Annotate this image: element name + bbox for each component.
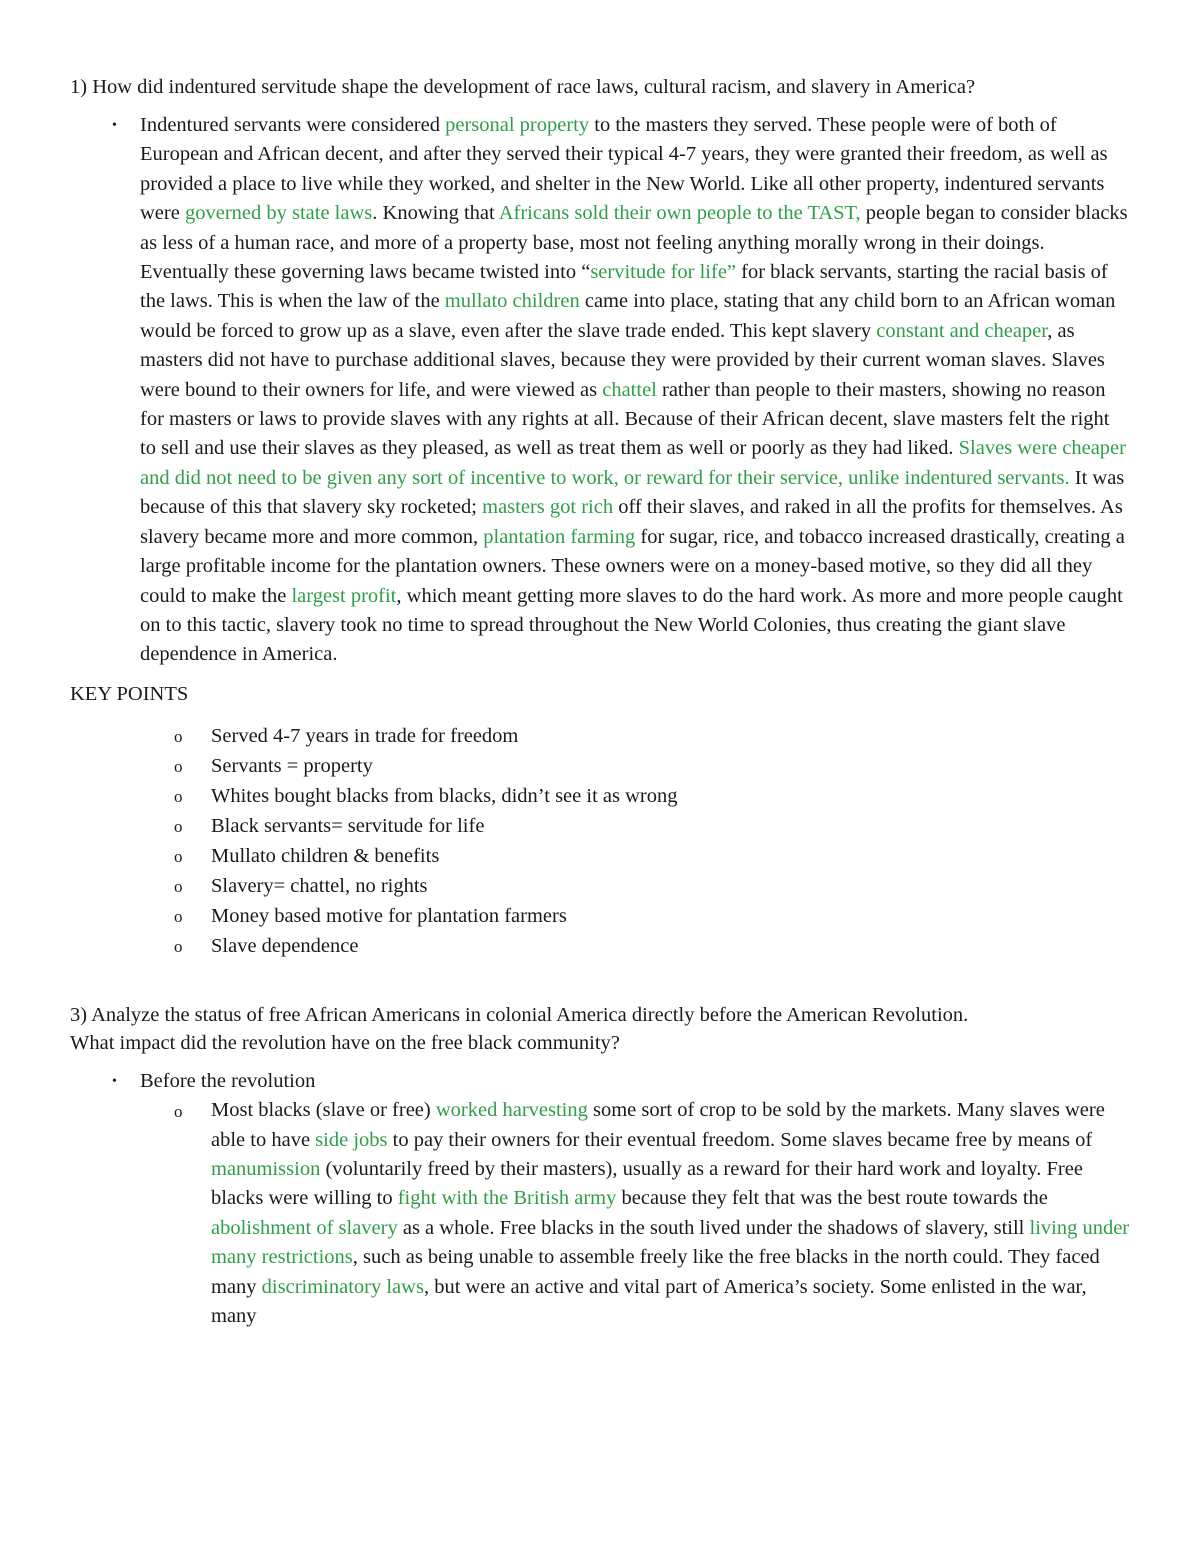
- highlighted-phrase: fight with the British army: [397, 1187, 617, 1210]
- answer-3-bullet: [112, 1067, 1130, 1096]
- answer-3-bullet-label: Before the revolution: [140, 1069, 316, 1092]
- highlighted-phrase: abolishment of slavery: [211, 1216, 398, 1239]
- answer-3-paragraph: [174, 1096, 1136, 1331]
- highlighted-phrase: chattel: [602, 378, 657, 401]
- text-run: rather than people to their masters, showing no reason for masters or laws to provide slaves with any rights at all. Because of their African decent, slave masters felt the right to sell and use their slaves as they pleased, as well as treat them as well or poorly as they had liked.: [140, 378, 1110, 460]
- text-run: (voluntarily freed by their masters), usually as a reward for their hard work and loyalty. Free blacks were willing to: [211, 1157, 1083, 1210]
- highlighted-phrase: Slaves were cheaper and did not need to be given any sort of incentive to work, or reward for their service, unlike indentured servants.: [140, 437, 1126, 489]
- highlighted-phrase: worked harvesting: [435, 1099, 588, 1122]
- text-run: came into place, stating that any child born to an African woman would be forced to grow up as a slave, even after the slave trade ended. This kept slavery: [140, 290, 1116, 342]
- sub-bullet-icon: o: [174, 906, 183, 926]
- highlighted-phrase: constant and cheaper: [876, 319, 1048, 342]
- answer-3-list: [0, 1067, 1200, 1096]
- answer-1-list: [0, 111, 1200, 670]
- highlighted-phrase: living under many restrictions: [211, 1216, 1130, 1269]
- text-run: as a whole. Free blacks in the south lived under the shadows of slavery, still: [397, 1216, 1030, 1239]
- text-run: people began to consider blacks as less of a human race, and more of a property base, most not feeling anything morally wrong in their doings. Eventually these governing laws became twisted into “: [140, 202, 1128, 284]
- highlighted-phrase: side jobs: [315, 1128, 388, 1151]
- text-run: . Knowing that: [372, 202, 499, 225]
- sub-bullet-icon: o: [174, 876, 183, 896]
- text-run: some sort of crop to be sold by the markets. Many slaves were able to have: [211, 1099, 1105, 1151]
- text-run: Indentured servants were considered: [140, 114, 446, 136]
- highlighted-phrase: governed by state laws: [184, 202, 373, 225]
- key-point-item: [174, 871, 1200, 901]
- highlighted-phrase: manumission: [211, 1157, 321, 1180]
- sub-bullet-icon: o: [174, 1102, 183, 1122]
- answer-1-text: [140, 114, 1128, 665]
- sub-bullet-icon: o: [174, 846, 183, 866]
- text-run: for sugar, rice, and tobacco increased drastically, creating a large profitable income for the plantation owners. These owners were on a money-based motive, so they did all they could to make the: [140, 525, 1125, 607]
- key-point-item: [174, 931, 1200, 961]
- highlighted-phrase: Africans sold their own people to the TAST,: [498, 202, 861, 225]
- key-point-text: Served 4-7 years in trade for freedom: [211, 724, 519, 747]
- text-run: Most blacks (slave or free): [211, 1099, 436, 1122]
- key-points-heading: KEY POINTS: [70, 682, 189, 705]
- question-1: 1) How did indentured servitude shape the development of race laws, cultural racism, and slavery in America?: [70, 76, 976, 98]
- sub-bullet-icon: o: [174, 726, 183, 746]
- answer-1-paragraph: [112, 111, 1130, 670]
- key-point-text: Whites bought blacks from blacks, didn’t see it as wrong: [211, 784, 678, 807]
- key-point-item: [174, 811, 1200, 841]
- text-run: , which meant getting more slaves to do the hard work. As more and more people caught on to this tactic, slavery took no time to spread throughout the New World Colonies, thus creating the giant slave dependence in America.: [140, 584, 1123, 666]
- key-point-text: Servants = property: [211, 754, 373, 777]
- bullet-icon: •: [112, 1073, 117, 1089]
- text-run: , but were an active and vital part of America’s society. Some enlisted in the war, many: [211, 1275, 1087, 1327]
- question-3: 3) Analyze the status of free African Americans in colonial America directly before the American Revolution. What impact did the revolution have on the free black community?: [70, 1003, 969, 1054]
- highlighted-phrase: discriminatory laws: [261, 1275, 424, 1298]
- text-run: , as masters did not have to purchase additional slaves, because they were provided by their current woman slaves. Slaves were bound to their owners for life, and were viewed as: [140, 319, 1105, 401]
- text-run: to the masters they served. These people were of both of European and African decent, and after they served their typical 4-7 years, they were granted their freedom, as well as provided a place to live while they worked, and shelter in the New World. Like all other property, indentured servants were: [140, 114, 1108, 225]
- highlighted-phrase: masters got rich: [482, 496, 614, 519]
- key-point-text: Black servants= servitude for life: [211, 814, 485, 837]
- key-point-item: [174, 901, 1200, 931]
- answer-3-text: [211, 1099, 1129, 1327]
- sub-bullet-icon: o: [174, 816, 183, 836]
- highlighted-phrase: servitude for life”: [590, 261, 737, 284]
- key-point-text: Slave dependence: [211, 934, 359, 957]
- key-point-text: Mullato children & benefits: [211, 844, 440, 867]
- highlighted-phrase: mullato children: [444, 290, 580, 313]
- text-run: to pay their owners for their eventual freedom. Some slaves became free by means of: [387, 1128, 1093, 1151]
- highlighted-phrase: plantation farming: [483, 525, 636, 548]
- highlighted-phrase: personal property: [445, 114, 590, 136]
- text-run: It was because of this that slavery sky rocketed;: [140, 466, 1125, 519]
- text-run: because they felt that was the best route towards the: [616, 1187, 1048, 1210]
- key-point-item: [174, 841, 1200, 871]
- sub-bullet-icon: o: [174, 936, 183, 956]
- key-point-text: Money based motive for plantation farmers: [211, 904, 567, 927]
- highlighted-phrase: largest profit: [291, 584, 397, 607]
- sub-bullet-icon: o: [174, 756, 183, 776]
- bullet-icon: •: [112, 118, 117, 133]
- key-point-text: Slavery= chattel, no rights: [211, 874, 428, 897]
- text-run: off their slaves, and raked in all the profits for themselves. As slavery became more and more common,: [140, 496, 1123, 548]
- key-points-list: [0, 721, 1200, 961]
- key-point-item: [174, 721, 1200, 751]
- text-run: , such as being unable to assemble freely like the free blacks in the north could. They faced many: [211, 1246, 1100, 1298]
- key-point-item: [174, 781, 1200, 811]
- key-point-item: [174, 751, 1200, 781]
- text-run: for black servants, starting the racial basis of the laws. This is when the law of the: [140, 261, 1108, 313]
- sub-bullet-icon: o: [174, 786, 183, 806]
